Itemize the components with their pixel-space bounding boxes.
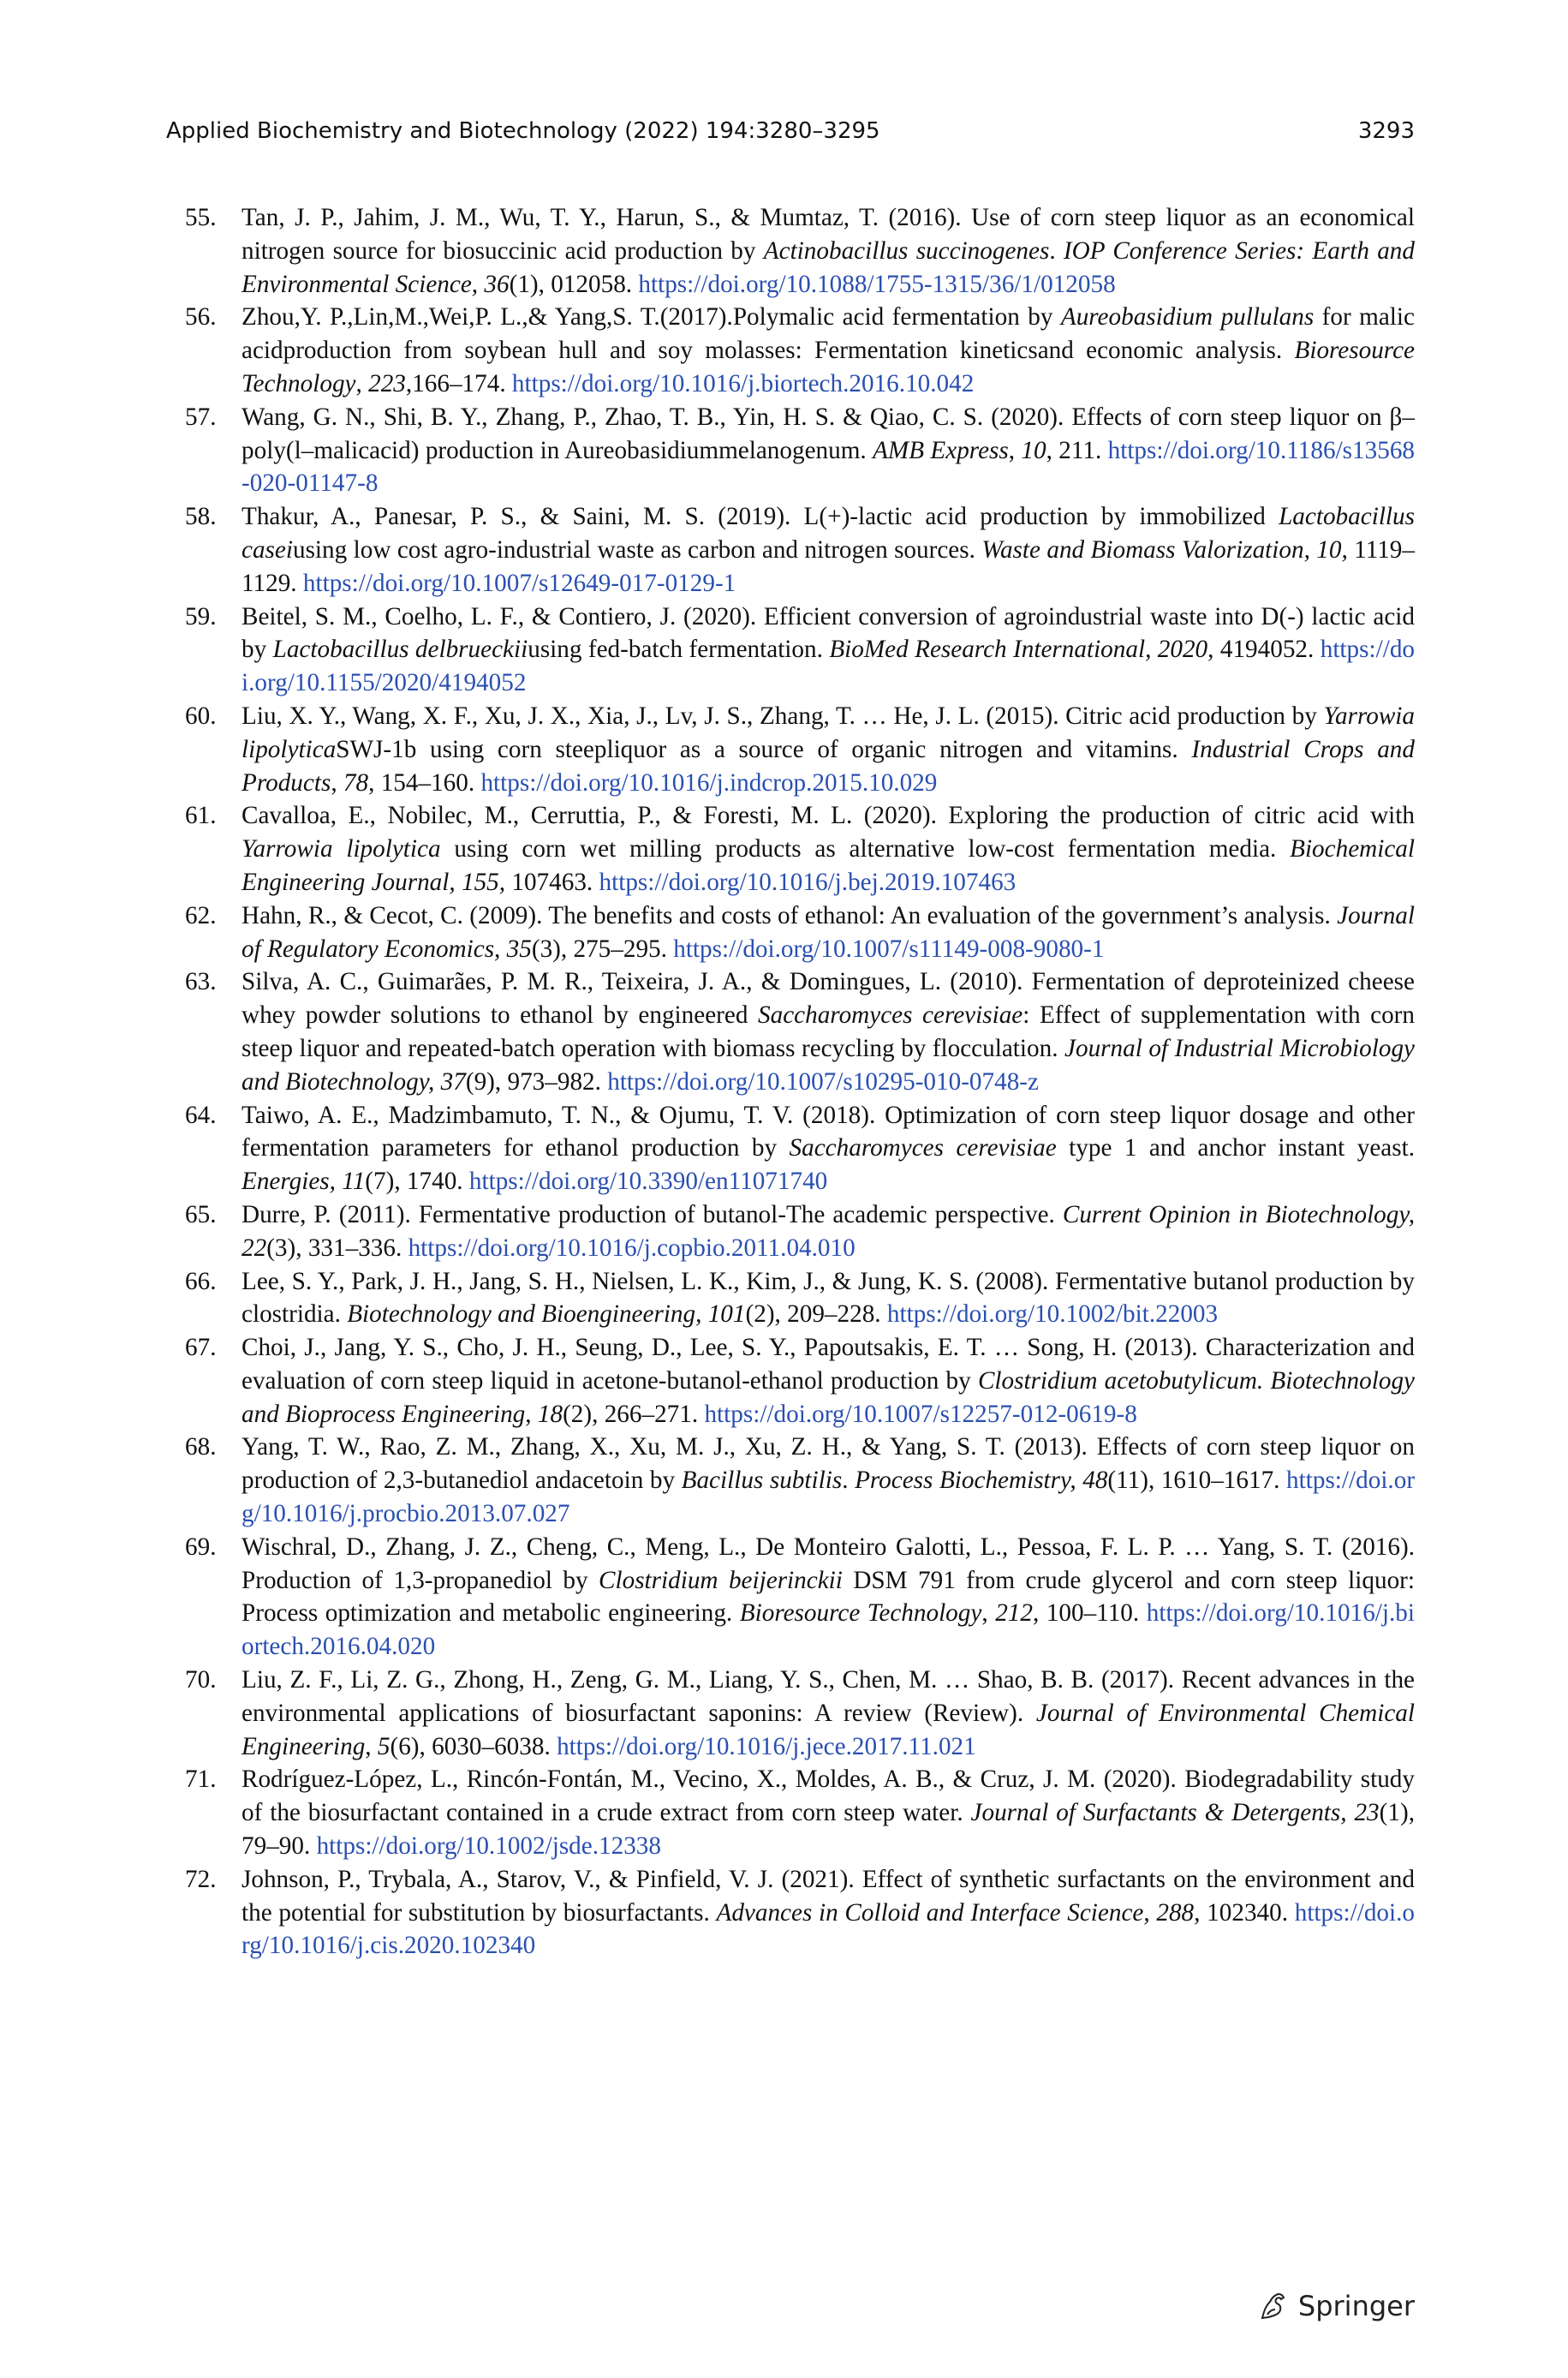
doi-link[interactable]: https://doi.org/10.1007/s10295-010-0748-z — [607, 1067, 1039, 1096]
italic-text: Bioresource Technology — [241, 337, 1415, 397]
italic-text: Actinobacillus succinogenes — [763, 236, 1050, 265]
italic-text: 212 — [995, 1599, 1033, 1628]
reference-text: Taiwo, A. E., Madzimbamuto, T. N., & Ojumu, T. V. (2018). Optimization of corn steep liquor dosage and other fermentation parameters for ethanol production by — [241, 1101, 1415, 1162]
italic-text: Lactobacillus casei — [241, 503, 1415, 564]
doi-link[interactable]: https://doi.org/10.1155/2020/4194052 — [241, 636, 1416, 697]
doi-link[interactable]: https://doi.org/10.1016/j.biortech.2016.04.020 — [241, 1599, 1416, 1661]
doi-link[interactable]: https://doi.org/10.1016/j.jece.2017.11.021 — [557, 1732, 976, 1760]
journal-citation: Applied Biochemistry and Biotechnology (2022) 194:3280–3295 — [166, 118, 880, 144]
page-number: 3293 — [1357, 118, 1415, 144]
reference-text: type 1 and anchor instant yeast. — [1056, 1134, 1415, 1162]
italic-text: Energies, 11 — [241, 1168, 366, 1196]
italic-text: Clostridium beijerinckii — [599, 1566, 843, 1594]
reference-item — [185, 1331, 1415, 1431]
doi-link[interactable]: https://doi.org/10.1016/j.copbio.2011.04.010 — [408, 1234, 856, 1262]
reference-text: Liu, Z. F., Li, Z. G., Zhong, H., Zeng, G. M., Liang, Y. S., Chen, M. … Shao, B. B. (2017). Recent advances in the environmental applications of biosurfactant saponins: A review (Review). — [241, 1666, 1415, 1727]
reference-item — [185, 600, 1415, 700]
reference-text: . — [842, 1467, 856, 1495]
italic-text: Clostridium acetobutylicum. Biotechnology and Bioprocess Engineering — [241, 1366, 1415, 1428]
italic-text: Saccharomyces cerevisiae — [758, 1001, 1023, 1030]
reference-text: Yang, T. W., Rao, Z. M., Zhang, X., Xu, M. J., Xu, Z. H., & Yang, S. T. (2013). Effects of corn steep liquor on production of 2,3-butanediol andacetoin by — [241, 1433, 1415, 1495]
reference-text: , — [355, 369, 369, 397]
doi-link[interactable]: https://doi.org/10.1016/j.bej.2019.107463 — [599, 868, 1017, 896]
reference-text: Cavalloa, E., Nobilec, M., Cerruttia, P., & Foresti, M. L. (2020). Exploring the production of citric acid with — [241, 802, 1415, 830]
italic-text: 10 — [1021, 436, 1046, 464]
reference-text: Lee, S. Y., Park, J. H., Jang, S. H., Nielsen, L. K., Kim, J., & Jung, K. S. (2008). Fermentative butanol production by clostridia. — [241, 1267, 1415, 1329]
reference-text: Beitel, S. M., Coelho, L. F., & Contiero, J. (2020). Efficient conversion of agroindustrial waste into D(-) lactic acid by — [241, 602, 1415, 664]
reference-text: , — [1008, 436, 1022, 464]
doi-link[interactable]: https://doi.org/10.1016/j.indcrop.2015.10.029 — [480, 768, 938, 797]
reference-number: 62. — [185, 901, 217, 929]
reference-text: , 154–160. — [368, 768, 481, 797]
reference-item — [185, 1265, 1415, 1332]
reference-item — [185, 1763, 1415, 1862]
reference-text: (1), 79–90. — [241, 1799, 1415, 1861]
reference-text: for malic acidproduction from soybean hull and soy molasses: Fermentation kineticsand economic analysis. — [241, 303, 1415, 365]
reference-number: 64. — [185, 1101, 217, 1129]
reference-text: (2), 209–228. — [745, 1300, 887, 1329]
reference-text: using low cost agro-industrial waste as carbon and nitrogen sources. — [292, 535, 982, 564]
reference-text: Choi, J., Jang, Y. S., Cho, J. H., Seung, D., Lee, S. Y., Papoutsakis, E. T. … Song, H. (2013). Characterization and evaluation of corn steep liquid in acetone-butanol-ethanol production by — [241, 1334, 1415, 1395]
italic-text: 18 — [537, 1400, 563, 1428]
reference-text: (11), 1610–1617. — [1107, 1467, 1287, 1495]
reference-text: using fed-batch fermentation. — [528, 636, 830, 664]
italic-text: Journal of Industrial Microbiology and Biotechnology, 37 — [241, 1034, 1416, 1096]
reference-text: , 211. — [1046, 436, 1108, 464]
reference-text: . — [1049, 236, 1064, 265]
doi-link[interactable]: https://doi.org/10.1007/s11149-008-9080-1 — [673, 935, 1105, 963]
italic-text: Industrial Crops and Products — [241, 735, 1415, 797]
italic-text: Biochemical Engineering Journal, 155, — [241, 835, 1415, 896]
reference-item — [185, 799, 1415, 899]
italic-text: Advances in Colloid and Interface Science, 288, — [716, 1898, 1201, 1927]
italic-text: BioMed Research International, 2020 — [829, 636, 1208, 664]
reference-number: 66. — [185, 1267, 217, 1295]
reference-text: : Effect of supplementation with corn steep liquor and repeated-batch operation with biomass recycling by flocculation. — [241, 1001, 1415, 1062]
doi-link[interactable]: https://doi.org/10.1016/j.biortech.2016.10.042 — [511, 369, 975, 397]
italic-text: 78 — [343, 768, 369, 797]
reference-number: 69. — [185, 1533, 217, 1561]
reference-text: Liu, X. Y., Wang, X. F., Xu, J. X., Xia, J., Lv, J. S., Zhang, T. … He, J. L. (2015). Citric acid production by — [241, 702, 1324, 730]
italic-text: Lactobacillus delbrueckii — [272, 636, 528, 664]
reference-item — [185, 1863, 1415, 1963]
reference-text: (2), 266–271. — [563, 1400, 705, 1428]
doi-link[interactable]: https://doi.org/10.1088/1755-1315/36/1/012058 — [638, 270, 1116, 298]
springer-horse-icon — [1255, 2289, 1290, 2323]
italic-text: 5 — [377, 1732, 391, 1760]
reference-text: Durre, P. (2011). Fermentative production of butanol-The academic perspective. — [241, 1200, 1063, 1228]
italic-text: Process Biochemistry, 48 — [855, 1467, 1108, 1495]
reference-number: 60. — [185, 702, 217, 730]
italic-text: AMB Express — [873, 436, 1009, 464]
italic-text: Journal of Surfactants & Detergents, 23 — [970, 1799, 1380, 1827]
reference-text: (1), 012058. — [509, 270, 639, 298]
reference-item — [185, 1531, 1415, 1664]
italic-text: Saccharomyces cerevisiae — [789, 1134, 1057, 1162]
reference-list — [185, 201, 1415, 1963]
italic-text: IOP Conference Series: Earth and Environmental Science, 36 — [241, 236, 1415, 298]
reference-text: , — [365, 1732, 378, 1760]
reference-text: using corn wet milling products as alternative low-cost fermentation media. — [440, 835, 1291, 863]
publisher-footer — [1255, 2285, 1415, 2327]
reference-item — [185, 700, 1415, 799]
reference-item — [185, 500, 1415, 600]
reference-number: 71. — [185, 1766, 217, 1794]
reference-text: Johnson, P., Trybala, A., Starov, V., & Pinfield, V. J. (2021). Effect of synthetic surfactants on the environment and the potential for substitution by biosurfactants. — [241, 1865, 1415, 1927]
reference-text: Zhou,Y. P.,Lin,M.,Wei,P. L.,& Yang,S. T.(2017).Polymalic acid fermentation by — [241, 303, 1061, 332]
italic-text: 223 — [368, 369, 406, 397]
italic-text: Journal of Regulatory Economics, 35 — [241, 901, 1415, 963]
reference-number: 68. — [185, 1433, 217, 1461]
reference-text: Wang, G. N., Shi, B. Y., Zhang, P., Zhao, T. B., Yin, H. S. & Qiao, C. S. (2020). Effects of corn steep liquor on β–poly(l–malicacid) production in Aureobasidiummelanogenum. — [241, 403, 1415, 464]
reference-text: 1119–1129. — [241, 535, 1415, 597]
reference-text: Tan, J. P., Jahim, J. M., Wu, T. Y., Harun, S., & Mumtaz, T. (2016). Use of corn steep liquor as an economical nitrogen source for biosuccinic acid production by — [241, 204, 1415, 265]
reference-text: Rodríguez-López, L., Rincón-Fontán, M., Vecino, X., Moldes, A. B., & Cruz, J. M. (2020). Biodegradability study of the biosurfactant contained in a crude extract from corn steep water. — [241, 1766, 1415, 1827]
reference-text: ,166–174. — [405, 369, 512, 397]
reference-number: 59. — [185, 602, 217, 630]
reference-text: (3), 275–295. — [531, 935, 674, 963]
doi-link[interactable]: https://doi.org/10.1016/j.cis.2020.102340 — [241, 1898, 1416, 1960]
reference-number: 63. — [185, 968, 217, 996]
reference-item — [185, 1431, 1415, 1530]
reference-number: 67. — [185, 1334, 217, 1362]
reference-text: , 4194052. — [1207, 636, 1321, 664]
italic-text: Bacillus subtilis — [681, 1467, 843, 1495]
reference-item — [185, 301, 1415, 400]
italic-text: Yarrowia lipolytica — [241, 702, 1415, 763]
reference-text: , — [525, 1400, 538, 1428]
italic-text: Current Opinion in Biotechnology, 22 — [241, 1200, 1416, 1262]
doi-link[interactable]: https://doi.org/10.3390/en11071740 — [468, 1168, 828, 1196]
reference-number: 72. — [185, 1865, 217, 1893]
reference-item — [185, 401, 1415, 500]
reference-item — [185, 965, 1415, 1098]
publisher-name: Springer — [1297, 2290, 1415, 2322]
reference-text: (3), 331–336. — [266, 1234, 408, 1262]
reference-item — [185, 1664, 1415, 1763]
reference-text: (7), 1740. — [365, 1168, 469, 1196]
reference-item — [185, 201, 1415, 301]
doi-link[interactable]: https://doi.org/10.1016/j.procbio.2013.07.027 — [241, 1467, 1416, 1528]
reference-number: 57. — [185, 403, 217, 431]
reference-text: 107463. — [505, 868, 599, 896]
italic-text: Bioresource Technology — [739, 1599, 982, 1628]
doi-link[interactable]: https://doi.org/10.1002/jsde.12338 — [316, 1832, 661, 1861]
reference-item — [185, 1099, 1415, 1198]
reference-item — [185, 1198, 1415, 1265]
running-header — [166, 118, 1415, 158]
reference-text: , — [981, 1599, 996, 1628]
reference-text: SWJ-1b using corn steepliquor as a source of organic nitrogen and vitamins. — [336, 735, 1192, 763]
reference-number: 58. — [185, 503, 217, 531]
reference-item — [185, 899, 1415, 966]
reference-text: 102340. — [1200, 1898, 1295, 1927]
italic-text: Yarrowia lipolytica — [241, 835, 441, 863]
reference-text: DSM 791 from crude glycerol and corn steep liquor: Process optimization and metabolic engineering. — [241, 1566, 1415, 1628]
italic-text: Biotechnology and Bioengineering, 101 — [347, 1300, 746, 1329]
reference-number: 70. — [185, 1666, 217, 1694]
reference-number: 65. — [185, 1200, 217, 1228]
italic-text: Waste and Biomass Valorization, 10, — [981, 535, 1348, 564]
reference-text: (6), 6030–6038. — [390, 1732, 557, 1760]
reference-number: 61. — [185, 802, 217, 830]
doi-link[interactable]: https://doi.org/10.1007/s12649-017-0129-1 — [302, 569, 736, 597]
reference-text: Wischral, D., Zhang, J. Z., Cheng, C., Meng, L., De Monteiro Galotti, L., Pessoa, F. L. P. … Yang, S. T. (2016). Production of 1,3-propanediol by — [241, 1533, 1415, 1594]
doi-link[interactable]: https://doi.org/10.1007/s12257-012-0619-8 — [704, 1400, 1137, 1428]
doi-link[interactable]: https://doi.org/10.1186/s13568-020-01147-8 — [241, 436, 1416, 498]
italic-text: Aureobasidium pullulans — [1060, 303, 1315, 332]
reference-number: 55. — [185, 204, 217, 231]
reference-number: 56. — [185, 303, 217, 332]
reference-text: (9), 973–982. — [465, 1067, 608, 1096]
reference-text: Thakur, A., Panesar, P. S., & Saini, M. S. (2019). L(+)-lactic acid production by immobilized — [241, 503, 1279, 531]
doi-link[interactable]: https://doi.org/10.1002/bit.22003 — [886, 1300, 1219, 1329]
reference-text: , 100–110. — [1032, 1599, 1147, 1628]
reference-text: Hahn, R., & Cecot, C. (2009). The benefits and costs of ethanol: An evaluation of the government’s analysis. — [241, 901, 1338, 929]
reference-text: , — [331, 768, 343, 797]
reference-text: Silva, A. C., Guimarães, P. M. R., Teixeira, J. A., & Domingues, L. (2010). Fermentation of deproteinized cheese whey powder solutions to ethanol by engineered — [241, 968, 1415, 1030]
italic-text: Journal of Environmental Chemical Engineering — [241, 1699, 1415, 1760]
